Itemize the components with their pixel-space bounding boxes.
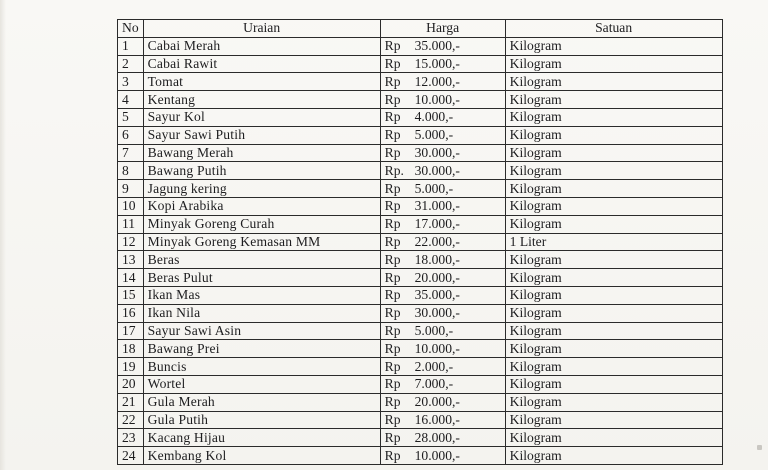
price-currency: Rp: [384, 144, 401, 160]
row-number: 2: [118, 55, 144, 73]
item-name: Bawang Putih: [143, 162, 380, 180]
price-currency: Rp: [384, 73, 401, 89]
item-name: Ikan Mas: [143, 286, 380, 304]
table-row: [118, 304, 723, 322]
price-currency: Rp: [384, 287, 401, 303]
table-row: [118, 340, 723, 358]
item-price: [380, 251, 505, 269]
price-currency: Rp: [384, 305, 401, 321]
row-number: 5: [118, 108, 144, 126]
item-name: Kentang: [143, 91, 380, 109]
item-unit: Kilogram: [505, 162, 722, 180]
item-unit: Kilogram: [505, 215, 722, 233]
price-amount: 4.000,-: [414, 109, 454, 125]
row-number: 12: [118, 233, 144, 251]
header-satuan: Satuan: [505, 20, 722, 38]
price-currency: Rp: [384, 91, 401, 107]
row-number: 4: [118, 91, 144, 109]
item-name: Sayur Sawi Putih: [143, 126, 380, 144]
price-amount: 20.000,-: [414, 269, 460, 285]
price-currency: Rp: [384, 269, 401, 285]
table-row: [118, 251, 723, 269]
table-row: [118, 180, 723, 198]
item-price: [380, 429, 505, 447]
price-amount: 10.000,-: [414, 340, 460, 356]
item-unit: Kilogram: [505, 429, 722, 447]
item-name: Beras Pulut: [143, 269, 380, 287]
price-amount: 22.000,-: [414, 233, 460, 249]
table-row: [118, 269, 723, 287]
item-unit: Kilogram: [505, 447, 722, 465]
item-price: [380, 55, 505, 73]
table-row: [118, 37, 723, 55]
item-unit: Kilogram: [505, 375, 722, 393]
item-name: Sayur Kol: [143, 108, 380, 126]
table-row: [118, 197, 723, 215]
price-currency: Rp: [384, 447, 401, 463]
table-row: [118, 393, 723, 411]
table-row: [118, 91, 723, 109]
item-name: Tomat: [143, 73, 380, 91]
price-currency: Rp: [384, 109, 401, 125]
item-name: Gula Merah: [143, 393, 380, 411]
table-row: [118, 144, 723, 162]
price-amount: 30.000,-: [414, 144, 460, 160]
table-row: [118, 108, 723, 126]
item-unit: Kilogram: [505, 251, 722, 269]
item-unit: Kilogram: [505, 55, 722, 73]
row-number: 7: [118, 144, 144, 162]
price-amount: 16.000,-: [414, 411, 460, 427]
item-name: Minyak Goreng Curah: [143, 215, 380, 233]
price-amount: 18.000,-: [414, 251, 460, 267]
item-price: [380, 269, 505, 287]
item-unit: Kilogram: [505, 73, 722, 91]
table-row: [118, 215, 723, 233]
row-number: 20: [118, 375, 144, 393]
price-amount: 20.000,-: [414, 394, 460, 410]
item-name: Wortel: [143, 375, 380, 393]
table-row: [118, 322, 723, 340]
item-price: [380, 393, 505, 411]
row-number: 9: [118, 180, 144, 198]
item-name: Kembang Kol: [143, 447, 380, 465]
item-price: [380, 73, 505, 91]
item-price: [380, 286, 505, 304]
price-amount: 2.000,-: [414, 358, 454, 374]
table-row: [118, 429, 723, 447]
item-price: [380, 37, 505, 55]
item-price: [380, 91, 505, 109]
price-amount: 5.000,-: [414, 322, 454, 338]
price-amount: 7.000,-: [414, 376, 454, 392]
item-price: [380, 411, 505, 429]
price-amount: 30.000,-: [414, 162, 460, 178]
item-unit: Kilogram: [505, 180, 722, 198]
row-number: 13: [118, 251, 144, 269]
item-name: Bawang Prei: [143, 340, 380, 358]
price-currency: Rp: [384, 38, 401, 54]
item-price: [380, 447, 505, 465]
item-price: [380, 108, 505, 126]
price-currency: Rp: [384, 376, 401, 392]
price-currency: Rp: [384, 55, 401, 71]
item-price: [380, 144, 505, 162]
item-name: Sayur Sawi Asin: [143, 322, 380, 340]
price-amount: 10.000,-: [414, 91, 460, 107]
item-price: [380, 322, 505, 340]
price-currency: Rp: [384, 429, 401, 445]
item-price: [380, 233, 505, 251]
price-amount: 17.000,-: [414, 216, 460, 232]
item-price: [380, 340, 505, 358]
price-amount: 31.000,-: [414, 198, 460, 214]
row-number: 22: [118, 411, 144, 429]
row-number: 18: [118, 340, 144, 358]
item-unit: Kilogram: [505, 126, 722, 144]
table-row: [118, 447, 723, 465]
paper-edge-shadow: [0, 0, 6, 470]
item-name: Cabai Merah: [143, 37, 380, 55]
price-currency: Rp: [384, 411, 401, 427]
row-number: 15: [118, 286, 144, 304]
item-unit: Kilogram: [505, 322, 722, 340]
row-number: 14: [118, 269, 144, 287]
price-currency: Rp: [384, 394, 401, 410]
item-unit: Kilogram: [505, 197, 722, 215]
row-number: 6: [118, 126, 144, 144]
price-amount: 15.000,-: [414, 55, 460, 71]
item-price: [380, 215, 505, 233]
item-name: Minyak Goreng Kemasan MM: [143, 233, 380, 251]
item-unit: Kilogram: [505, 269, 722, 287]
row-number: 16: [118, 304, 144, 322]
price-amount: 35.000,-: [414, 38, 460, 54]
scan-speck: [757, 445, 762, 450]
item-unit: Kilogram: [505, 144, 722, 162]
item-price: [380, 180, 505, 198]
table-row: [118, 162, 723, 180]
row-number: 24: [118, 447, 144, 465]
item-unit: Kilogram: [505, 411, 722, 429]
header-row: [118, 20, 723, 38]
price-currency: Rp: [384, 340, 401, 356]
item-unit: Kilogram: [505, 340, 722, 358]
item-name: Buncis: [143, 358, 380, 376]
item-name: Beras: [143, 251, 380, 269]
header-uraian: Uraian: [143, 20, 380, 38]
item-price: [380, 304, 505, 322]
item-name: Kopi Arabika: [143, 197, 380, 215]
item-name: Ikan Nila: [143, 304, 380, 322]
price-table: [117, 19, 723, 465]
header-harga: Harga: [380, 20, 505, 38]
price-amount: 35.000,-: [414, 287, 460, 303]
row-number: 11: [118, 215, 144, 233]
item-price: [380, 197, 505, 215]
price-amount: 5.000,-: [414, 127, 454, 143]
row-number: 19: [118, 358, 144, 376]
price-amount: 10.000,-: [414, 447, 460, 463]
item-name: Bawang Merah: [143, 144, 380, 162]
table-header: [118, 20, 723, 38]
table-body: [118, 37, 723, 464]
price-currency: Rp.: [384, 162, 404, 178]
item-unit: Kilogram: [505, 37, 722, 55]
item-price: [380, 126, 505, 144]
row-number: 8: [118, 162, 144, 180]
price-amount: 28.000,-: [414, 429, 460, 445]
row-number: 17: [118, 322, 144, 340]
price-amount: 30.000,-: [414, 305, 460, 321]
table-row: [118, 55, 723, 73]
item-name: Kacang Hijau: [143, 429, 380, 447]
table-row: [118, 233, 723, 251]
item-unit: Kilogram: [505, 286, 722, 304]
row-number: 10: [118, 197, 144, 215]
price-currency: Rp: [384, 233, 401, 249]
item-unit: Kilogram: [505, 358, 722, 376]
row-number: 3: [118, 73, 144, 91]
item-name: Gula Putih: [143, 411, 380, 429]
row-number: 23: [118, 429, 144, 447]
row-number: 1: [118, 37, 144, 55]
row-number: 21: [118, 393, 144, 411]
item-name: Cabai Rawit: [143, 55, 380, 73]
item-unit: 1 Liter: [505, 233, 722, 251]
price-currency: Rp: [384, 322, 401, 338]
item-price: [380, 162, 505, 180]
price-amount: 5.000,-: [414, 180, 454, 196]
table-row: [118, 126, 723, 144]
price-currency: Rp: [384, 198, 401, 214]
item-unit: Kilogram: [505, 108, 722, 126]
item-price: [380, 375, 505, 393]
table-row: [118, 411, 723, 429]
item-unit: Kilogram: [505, 393, 722, 411]
table-row: [118, 73, 723, 91]
item-name: Jagung kering: [143, 180, 380, 198]
table-row: [118, 358, 723, 376]
price-currency: Rp: [384, 358, 401, 374]
item-unit: Kilogram: [505, 91, 722, 109]
item-unit: Kilogram: [505, 304, 722, 322]
header-no: No: [118, 20, 144, 38]
price-currency: Rp: [384, 180, 401, 196]
price-currency: Rp: [384, 127, 401, 143]
table-row: [118, 286, 723, 304]
price-currency: Rp: [384, 216, 401, 232]
price-amount: 12.000,-: [414, 73, 460, 89]
price-currency: Rp: [384, 251, 401, 267]
item-price: [380, 358, 505, 376]
table-row: [118, 375, 723, 393]
